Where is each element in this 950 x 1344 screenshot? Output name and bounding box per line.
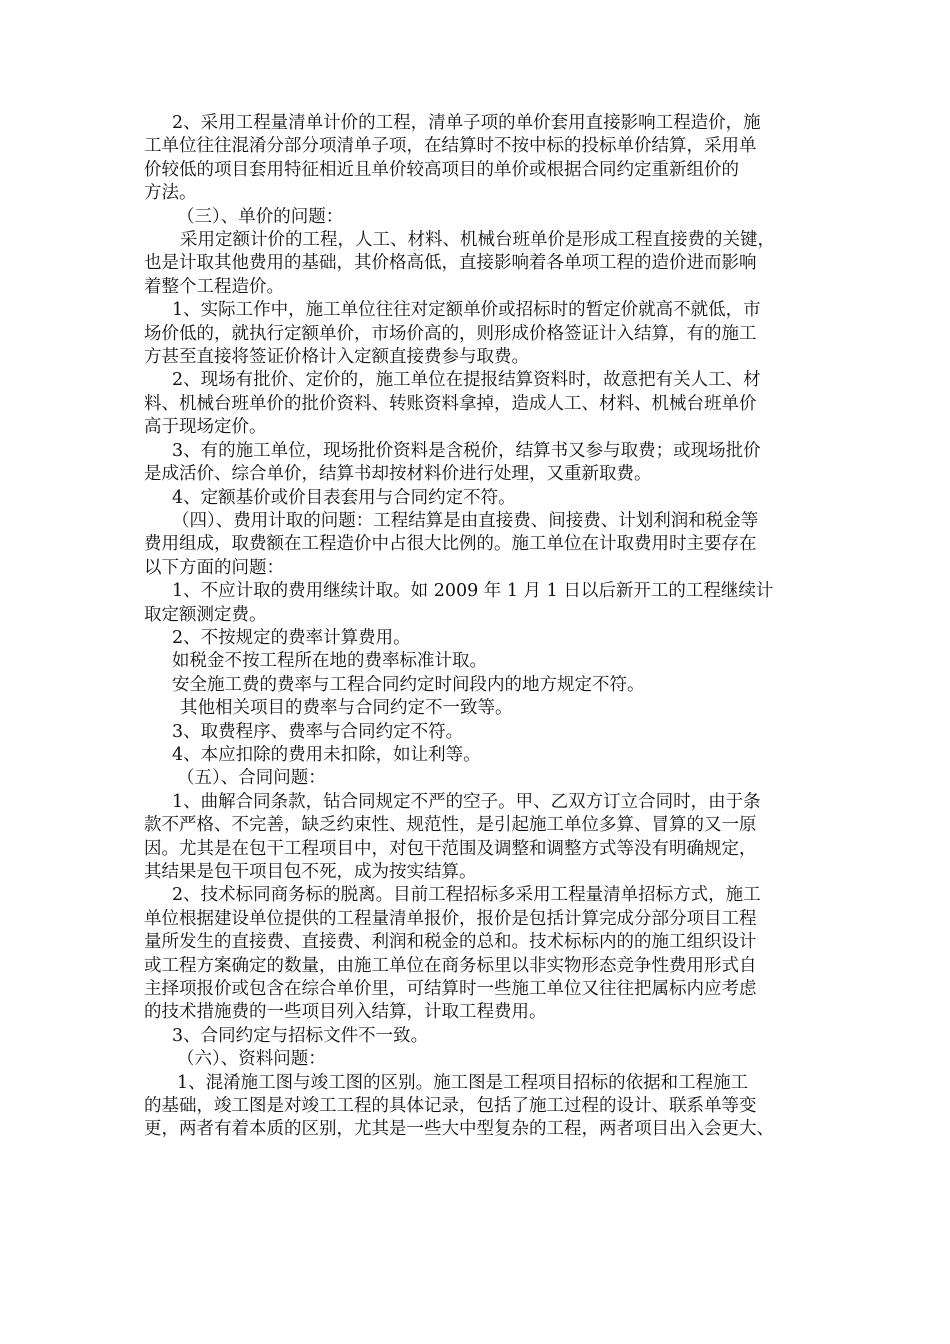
paragraph-line: （五）、合同问题： (177, 768, 326, 789)
paragraph (144, 1025, 812, 1048)
paragraph-line: （三）、单价的问题： (177, 206, 344, 227)
paragraph-line: 是成活价、综合单价，结算书却按材料价进行处理，又重新取费。 (144, 464, 652, 485)
paragraph-line: 安全施工费的费率与工程合同约定时间段内的地方规定不符。 (172, 674, 645, 695)
paragraph (144, 229, 812, 299)
paragraph (144, 884, 812, 1024)
paragraph-line: 3、合同约定与招标文件不一致。 (172, 1025, 429, 1046)
paragraph-line: 价较低的项目套用特征相近且单价较高项目的单价或根据合同约定重新组价的 (144, 159, 739, 180)
paragraph (144, 440, 812, 487)
paragraph-line: 3、有的施工单位，现场批价资料是含税价，结算书又参与取费；或现场批价 (172, 440, 761, 461)
paragraph-line: 的技术措施费的一些项目列入结算，计取工程费用。 (144, 1002, 547, 1023)
paragraph-line: 其他相关项目的费率与合同约定不一致等。 (180, 698, 513, 719)
document-page (144, 112, 812, 1142)
paragraph-line: 1、实际工作中，施工单位往往对定额单价或招标时的暂定价就高不就低，市 (172, 300, 761, 321)
paragraph-line: 单位根据建设单位提供的工程量清单报价，报价是包括计算完成分部分项目工程 (144, 908, 757, 929)
paragraph (144, 580, 812, 627)
paragraph-line: （六）、资料问题： (177, 1049, 326, 1070)
paragraph-line: 方法。 (144, 183, 197, 204)
paragraph (144, 791, 812, 885)
paragraph-line: 4、定额基价或价目表套用与合同约定不符。 (172, 487, 516, 508)
paragraph-line: 的基础，竣工图是对竣工工程的具体记录，包括了施工过程的设计、联系单等变 (144, 1096, 757, 1117)
paragraph-line: 取定额测定费。 (144, 604, 267, 625)
paragraph (144, 674, 812, 697)
paragraph-line: 采用定额计价的工程，人工、材料、机械台班单价是形成工程直接费的关键， (180, 230, 775, 251)
paragraph (144, 650, 812, 673)
paragraph-line: 以下方面的问题： (144, 557, 284, 578)
paragraph (144, 697, 812, 720)
paragraph (144, 744, 812, 767)
paragraph (144, 487, 812, 510)
paragraph-line: 或工程方案确定的数量，由施工单位在商务标里以非实物形态竞争性费用形式自 (144, 955, 757, 976)
paragraph-line: 场价低的，就执行定额单价，市场价高的，则形成价格签证计入结算，有的施工 (144, 323, 757, 344)
paragraph (144, 1048, 812, 1071)
paragraph-line: 主择项报价或包含在综合单价里，可结算时一些施工单位又往往把属标内应考虑 (144, 979, 757, 1000)
paragraph (144, 510, 812, 580)
paragraph-line: 款不严格、不完善，缺乏约束性、规范性，是引起施工单位多算、冒算的又一原 (144, 815, 757, 836)
paragraph-line: 如税金不按工程所在地的费率标准计取。 (172, 651, 487, 672)
paragraph-line: 2、现场有批价、定价的，施工单位在提报结算资料时，故意把有关人工、材 (172, 370, 761, 391)
paragraph-line: 量所发生的直接费、直接费、利润和税金的总和。技术标标内的的施工组织设计 (144, 932, 757, 953)
paragraph-line: 2、采用工程量清单计价的工程，清单子项的单价套用直接影响工程造价，施 (172, 113, 761, 133)
paragraph (144, 721, 812, 744)
paragraph-line: 其结果是包干项目包不死，成为按实结算。 (144, 862, 477, 882)
paragraph (144, 627, 812, 650)
paragraph (144, 1072, 812, 1142)
paragraph (144, 112, 812, 206)
paragraph-line: 更，两者有着本质的区别，尤其是一些大中型复杂的工程，两者项目出入会更大、 (144, 1119, 774, 1140)
paragraph-line: 工单位往往混淆分部分项清单子项，在结算时不按中标的投标单价结算，采用单 (144, 136, 757, 157)
paragraph-line: 方甚至直接将签证价格计入定额直接费参与取费。 (144, 347, 529, 368)
paragraph-line: 也是计取其他费用的基础，其价格高低，直接影响着各单项工程的造价进而影响 (144, 253, 757, 274)
paragraph-line: 2、不按规定的费率计算费用。 (172, 627, 411, 648)
paragraph-line: 4、本应扣除的费用未扣除，如让利等。 (172, 744, 481, 765)
paragraph-line: 着整个工程造价。 (144, 276, 284, 297)
paragraph-line: 2、技术标同商务标的脱离。目前工程招标多采用工程量清单招标方式，施工 (172, 885, 761, 906)
paragraph-line: （四）、费用计取的问题：工程结算是由直接费、间接费、计划利润和税金等 (172, 510, 759, 531)
paragraph (144, 767, 812, 790)
paragraph-line: 料、机械台班单价的批价资料、转账资料拿掉，造成人工、材料、机械台班单价 (144, 393, 757, 414)
paragraph (144, 369, 812, 439)
paragraph-line: 因。尤其是在包干工程项目中，对包干范围及调整和调整方式等没有明确规定， (144, 838, 757, 859)
paragraph-line: 1、混淆施工图与竣工图的区别。施工图是工程项目招标的依据和工程施工 (177, 1072, 749, 1093)
paragraph-line: 1、不应计取的费用继续计取。如 2009 年 1 月 1 日以后新开工的工程继续计 (172, 581, 774, 602)
paragraph (144, 299, 812, 369)
paragraph-line: 高于现场定价。 (144, 417, 267, 438)
paragraph-line: 3、取费程序、费率与合同约定不符。 (172, 721, 464, 742)
paragraph-line: 1、曲解合同条款，钻合同规定不严的空子。甲、乙双方订立合同时，由于条 (172, 791, 761, 812)
paragraph (144, 206, 812, 229)
paragraph-line: 费用组成，取费额在工程造价中占很大比例的。施工单位在计取费用时主要存在 (144, 534, 757, 555)
